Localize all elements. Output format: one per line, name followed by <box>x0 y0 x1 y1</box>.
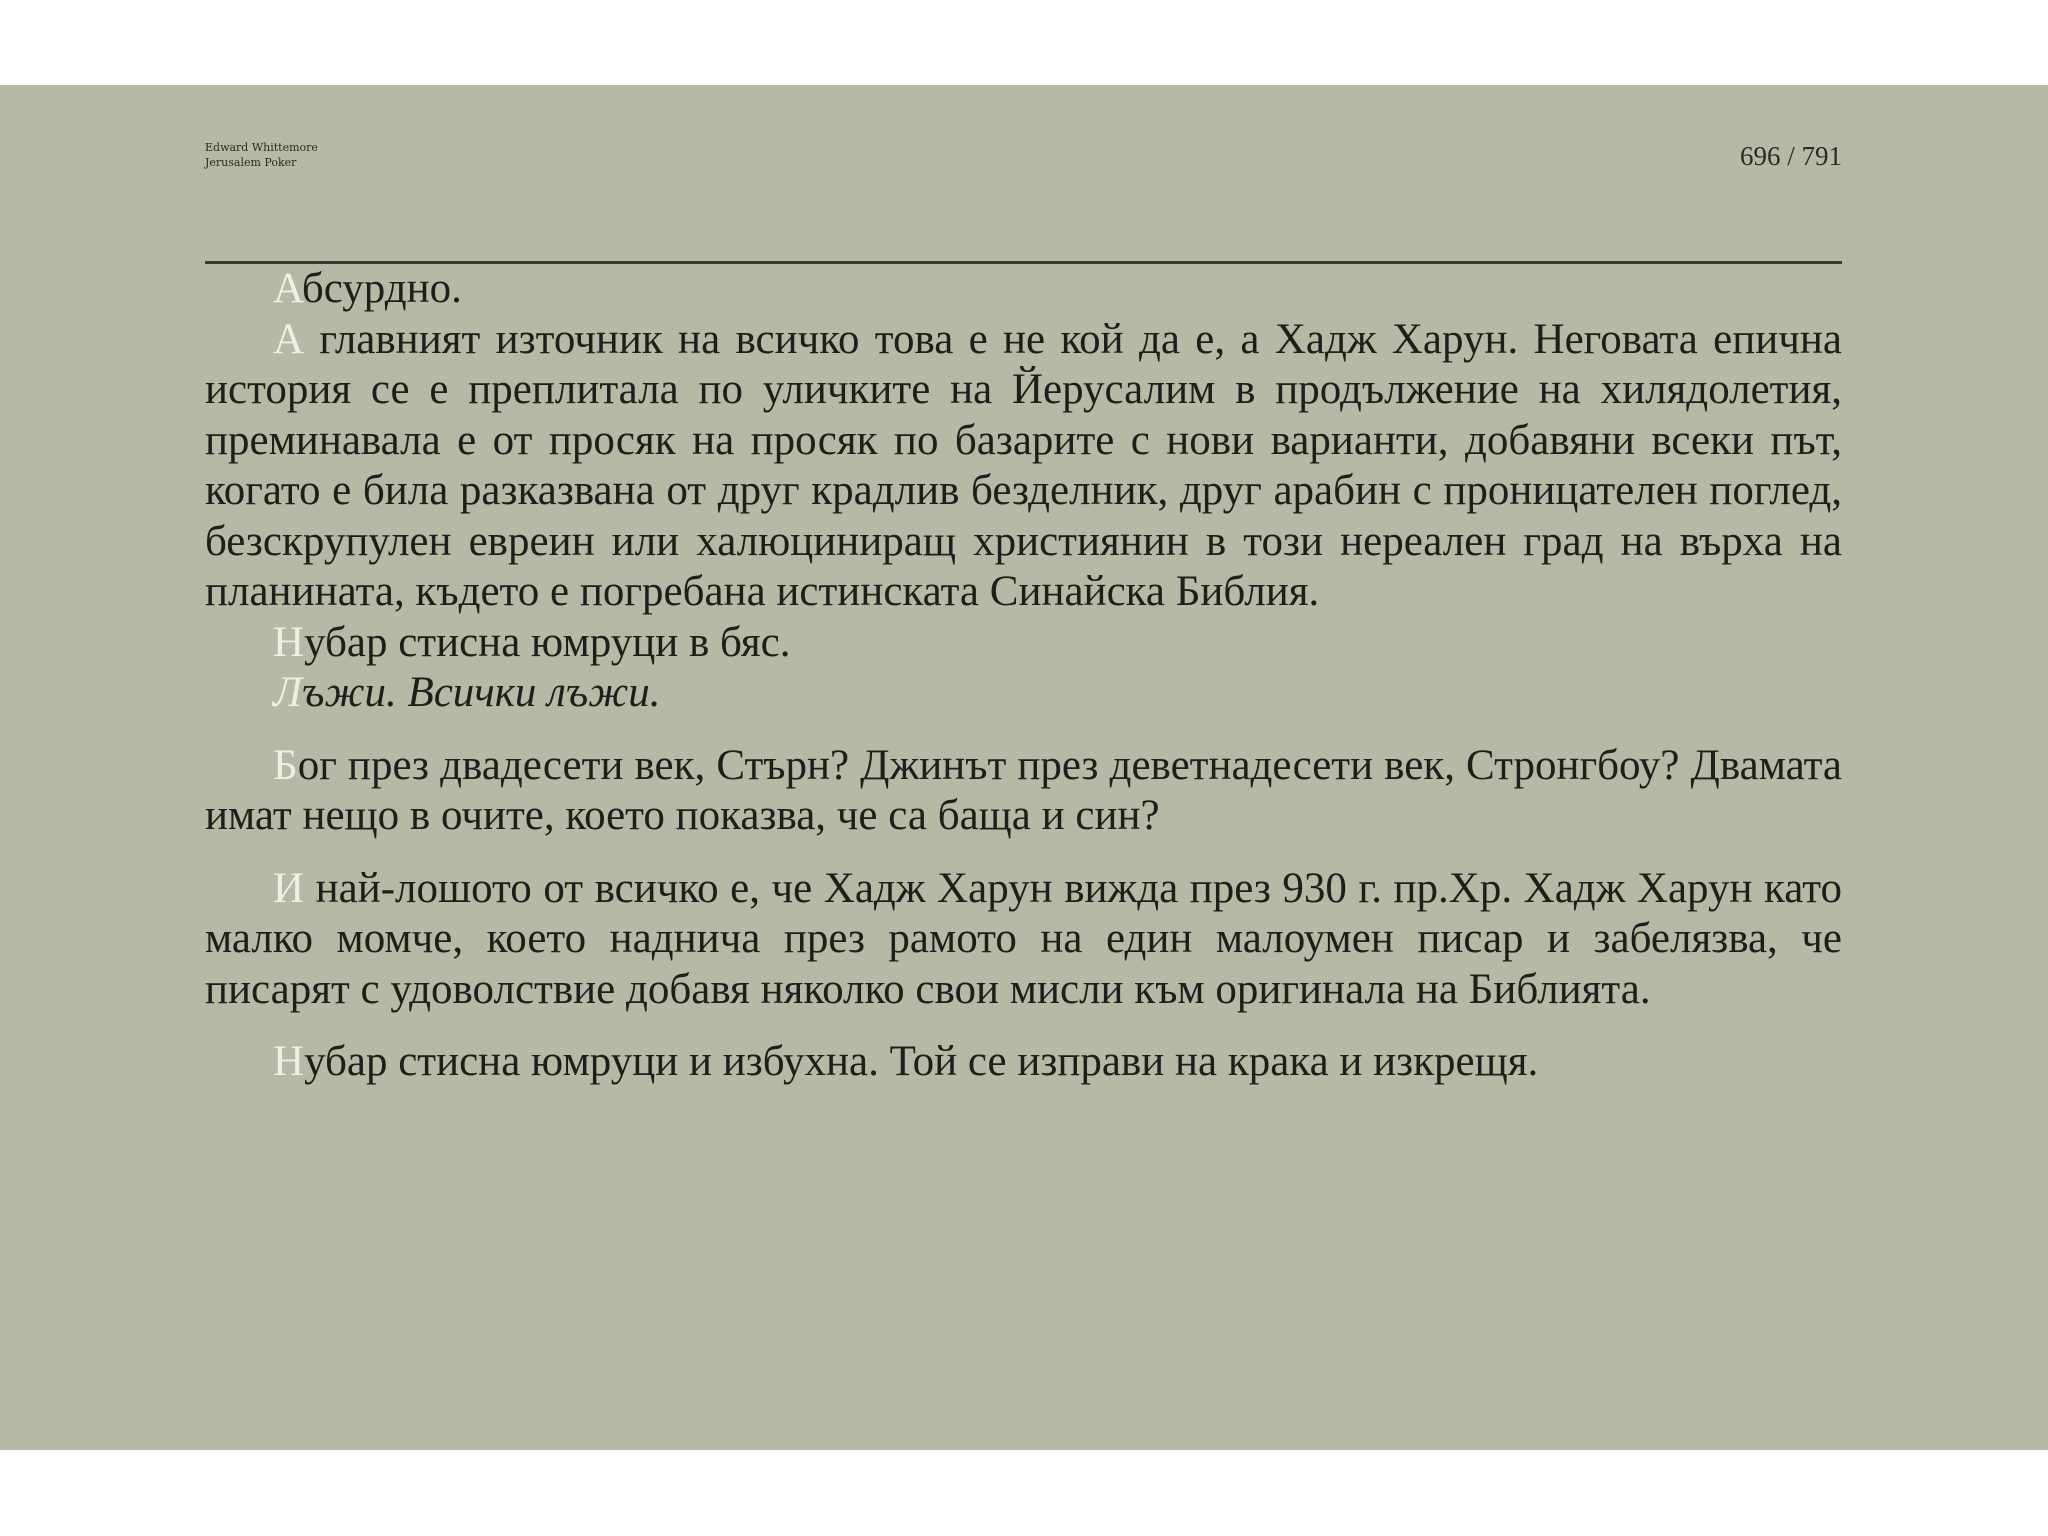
paragraph <box>205 1037 1842 1088</box>
drop-cap: И <box>273 864 305 912</box>
page-header <box>205 135 1842 264</box>
drop-cap: Л <box>273 669 303 716</box>
paragraph <box>205 741 1842 842</box>
paragraph <box>205 618 1842 669</box>
paragraph-text: убар стисна юмруци и избухна. Той се изправи на крака и изкрещя. <box>304 1038 1539 1085</box>
paragraph <box>205 264 1842 315</box>
running-head <box>205 140 318 170</box>
drop-cap: Б <box>273 741 298 789</box>
paragraph-text: убар стисна юмруци в бяс. <box>304 618 791 666</box>
paragraph-text: главният източник на всичко това е не кой да е, а Хадж Харун. Неговата епична история се е преплитала по уличките на Йерусалим в продължение на хилядолетия, преминавала е от просяк на просяк по базарите с нови варианти, добавяни всеки път, когато е била разказвана от друг крадлив безделник, друг арабин с проницателен поглед, безскрупулен евреин или халюциниращ християнин в този нереален град на върха на планината, където е погребана истинската Синайска Библия. <box>205 315 1842 615</box>
book-title: Jerusalem Poker <box>205 156 297 169</box>
paragraph-text: най-лошото от всичко е, че Хадж Харун вижда през 930 г. пр.Хр. Хадж Харун като малко момче, което надничa през рамото на един малоумен писар и забелязва, че писарят с удоволствие добавя няколко свои мисли към оригинала на Библията. <box>205 864 1842 1013</box>
paragraph <box>205 315 1842 618</box>
page-number: 696 / 791 <box>1739 141 1842 171</box>
drop-cap: Н <box>273 618 305 666</box>
paragraph-text: ъжи. Всички лъжи. <box>302 669 661 716</box>
body-text <box>205 264 1842 1088</box>
drop-cap: А <box>273 315 305 363</box>
drop-cap: А <box>273 265 302 312</box>
paragraph-text: бсурдно. <box>301 265 462 312</box>
paragraph <box>205 864 1842 1016</box>
drop-cap: Н <box>273 1038 305 1085</box>
paragraph <box>205 668 1842 719</box>
author-name: Edward Whittemore <box>205 141 318 154</box>
paragraph-text: ог през двадесети век, Стърн? Джинът през деветнадесети век, Стронгбоу? Двамата имат нещо в очите, което показва, че са баща и син? <box>205 741 1842 839</box>
